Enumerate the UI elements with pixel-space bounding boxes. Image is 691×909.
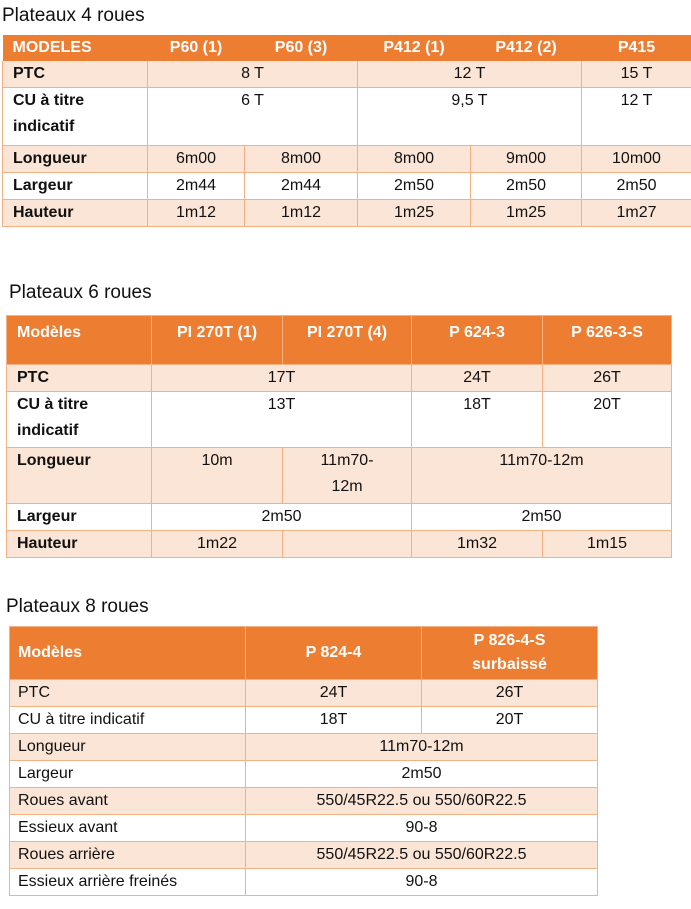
row-label: Roues avant bbox=[10, 788, 246, 815]
row-label: Essieux avant bbox=[10, 815, 246, 842]
section-title-6-roues: Plateaux 6 roues bbox=[9, 282, 152, 303]
table-row-longueur bbox=[7, 448, 672, 504]
table-row-longueur bbox=[10, 734, 598, 761]
header-cell-model bbox=[422, 627, 598, 680]
table-cell: 2m50 bbox=[246, 761, 598, 788]
table-row-longueur bbox=[3, 146, 691, 173]
table-header-row bbox=[10, 627, 598, 680]
table-row-ptc bbox=[3, 61, 691, 88]
row-label: Essieux arrière freinés bbox=[10, 869, 246, 896]
table-row-largeur bbox=[7, 504, 672, 531]
table-cell: 8m00 bbox=[358, 146, 471, 173]
table-cell: 15 T bbox=[582, 61, 691, 88]
table-cell: 8m00 bbox=[245, 146, 358, 173]
row-label bbox=[3, 88, 148, 146]
row-label: Longueur bbox=[10, 734, 246, 761]
table-cell: 13T bbox=[152, 392, 412, 448]
table-cell: 1m27 bbox=[582, 200, 691, 227]
table-header-row bbox=[7, 316, 672, 365]
header-cell-model: P412 (2) bbox=[471, 35, 582, 61]
table-cell: 9,5 T bbox=[358, 88, 582, 146]
header-cell-modeles: Modèles bbox=[10, 627, 246, 680]
table-cell: 10m bbox=[152, 448, 283, 504]
table-cell: 20T bbox=[543, 392, 672, 448]
table-plateaux-8-roues bbox=[9, 626, 598, 896]
header-cell-model: P 626-3-S bbox=[543, 316, 672, 365]
row-label: Hauteur bbox=[7, 531, 152, 558]
table-row-hauteur bbox=[3, 200, 691, 227]
table-row-roues-arriere bbox=[10, 842, 598, 869]
table-cell: 2m44 bbox=[148, 173, 245, 200]
cell-line: 12m bbox=[331, 478, 363, 495]
header-line: P 826-4-S bbox=[473, 632, 546, 649]
table-cell: 17T bbox=[152, 365, 412, 392]
row-label: Roues arrière bbox=[10, 842, 246, 869]
table-cell: 10m00 bbox=[582, 146, 691, 173]
table-cell: 26T bbox=[422, 680, 598, 707]
table-cell: 2m50 bbox=[358, 173, 471, 200]
table-cell: 90-8 bbox=[246, 869, 598, 896]
section-title-4-roues: Plateaux 4 roues bbox=[2, 5, 145, 26]
header-cell-model: P415 bbox=[582, 35, 691, 61]
table-cell: 18T bbox=[246, 707, 422, 734]
table-cell: 12 T bbox=[358, 61, 582, 88]
table-cell: 1m12 bbox=[148, 200, 245, 227]
header-cell-modeles: MODELES bbox=[3, 35, 148, 61]
header-cell-model: PI 270T (4) bbox=[283, 316, 412, 365]
table-cell: 2m50 bbox=[152, 504, 412, 531]
table-row-cu bbox=[7, 392, 672, 448]
table-cell: 1m12 bbox=[245, 200, 358, 227]
row-label: Longueur bbox=[7, 448, 152, 504]
table-row-ptc bbox=[10, 680, 598, 707]
table-cell: 24T bbox=[412, 365, 543, 392]
table-cell: 550/45R22.5 ou 550/60R22.5 bbox=[246, 788, 598, 815]
table-cell: 2m44 bbox=[245, 173, 358, 200]
table-cell: 8 T bbox=[148, 61, 358, 88]
table-row-cu bbox=[3, 88, 691, 146]
table-cell: 1m25 bbox=[358, 200, 471, 227]
table-cell: 550/45R22.5 ou 550/60R22.5 bbox=[246, 842, 598, 869]
row-label bbox=[7, 392, 152, 448]
table-cell: 11m70-12m bbox=[246, 734, 598, 761]
table-row-cu bbox=[10, 707, 598, 734]
section-title-8-roues: Plateaux 8 roues bbox=[6, 596, 149, 617]
table-cell: 2m50 bbox=[582, 173, 691, 200]
table-cell: 11m70-12m bbox=[412, 448, 672, 504]
row-label-line: CU à titre bbox=[17, 396, 89, 413]
header-cell-model: P412 (1) bbox=[358, 35, 471, 61]
row-label-line: CU à titre bbox=[13, 92, 85, 109]
header-cell-model: P 824-4 bbox=[246, 627, 422, 680]
header-cell-modeles: Modèles bbox=[7, 316, 152, 365]
table-cell: 1m32 bbox=[412, 531, 543, 558]
table-plateaux-6-roues bbox=[6, 315, 672, 558]
table-cell: 12 T bbox=[582, 88, 691, 146]
table-cell: 1m22 bbox=[152, 531, 283, 558]
table-cell: 9m00 bbox=[471, 146, 582, 173]
row-label: PTC bbox=[10, 680, 246, 707]
table-cell: 1m25 bbox=[471, 200, 582, 227]
table-row-hauteur bbox=[7, 531, 672, 558]
row-label: CU à titre indicatif bbox=[10, 707, 246, 734]
table-cell: 6 T bbox=[148, 88, 358, 146]
table-cell: 1m15 bbox=[543, 531, 672, 558]
table-plateaux-4-roues bbox=[2, 35, 691, 227]
row-label-line: indicatif bbox=[13, 118, 75, 135]
table-cell: 2m50 bbox=[412, 504, 672, 531]
table-row-largeur bbox=[3, 173, 691, 200]
table-row-essieux-arriere-freines bbox=[10, 869, 598, 896]
table-cell bbox=[283, 448, 412, 504]
table-row-largeur bbox=[10, 761, 598, 788]
header-cell-model: P 624-3 bbox=[412, 316, 543, 365]
table-cell: 2m50 bbox=[471, 173, 582, 200]
row-label: Largeur bbox=[10, 761, 246, 788]
table-cell: 18T bbox=[412, 392, 543, 448]
row-label: Largeur bbox=[3, 173, 148, 200]
table-row-roues-avant bbox=[10, 788, 598, 815]
row-label: Longueur bbox=[3, 146, 148, 173]
row-label: Hauteur bbox=[3, 200, 148, 227]
header-cell-model: P60 (3) bbox=[245, 35, 358, 61]
table-cell: 90-8 bbox=[246, 815, 598, 842]
table-cell: 20T bbox=[422, 707, 598, 734]
table-cell: 26T bbox=[543, 365, 672, 392]
row-label: PTC bbox=[7, 365, 152, 392]
header-cell-model: P60 (1) bbox=[148, 35, 245, 61]
table-cell: 24T bbox=[246, 680, 422, 707]
table-row-ptc bbox=[7, 365, 672, 392]
header-line: surbaissé bbox=[472, 656, 547, 673]
table-cell bbox=[283, 531, 412, 558]
header-cell-model: PI 270T (1) bbox=[152, 316, 283, 365]
row-label: PTC bbox=[3, 61, 148, 88]
row-label: Largeur bbox=[7, 504, 152, 531]
row-label-line: indicatif bbox=[17, 422, 79, 439]
table-row-essieux-avant bbox=[10, 815, 598, 842]
table-cell: 6m00 bbox=[148, 146, 245, 173]
cell-line: 11m70- bbox=[320, 452, 374, 469]
table-header-row bbox=[3, 35, 691, 61]
